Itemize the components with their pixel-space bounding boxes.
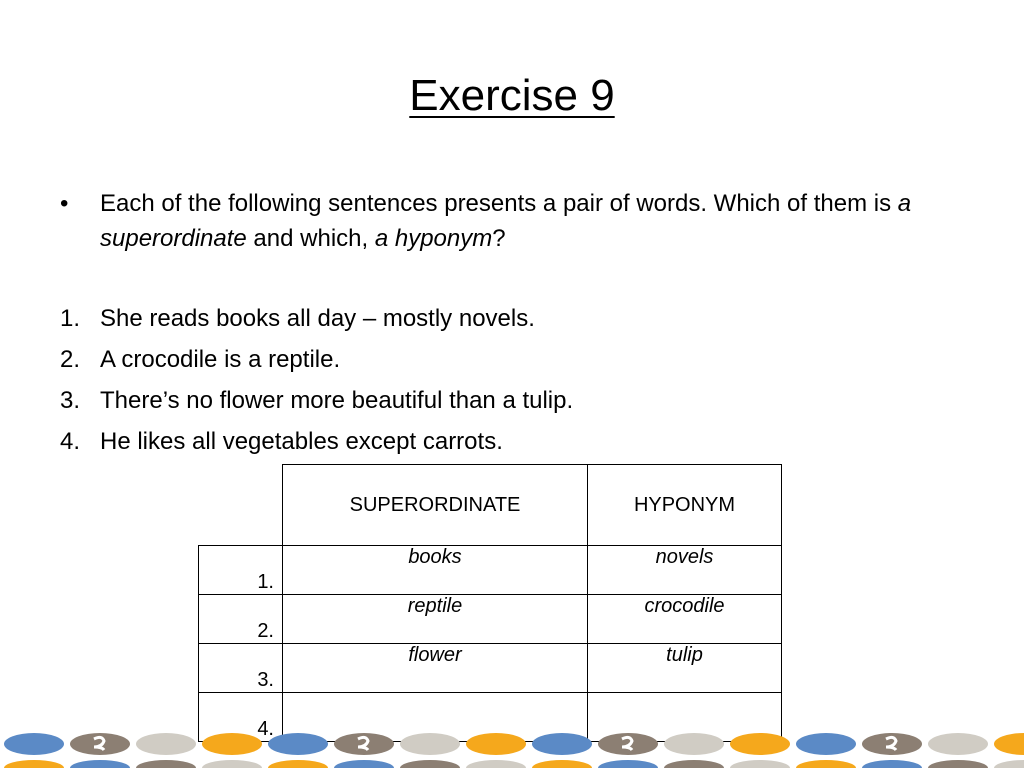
list-item	[60, 383, 980, 424]
footer-oval	[730, 760, 790, 768]
list-item	[60, 342, 980, 383]
bullet-dot: •	[60, 190, 69, 217]
footer-oval	[70, 760, 130, 768]
intro-text-part2: and which,	[246, 225, 375, 252]
sentence-list	[60, 301, 980, 465]
answer-table	[198, 464, 782, 742]
footer-oval	[664, 733, 724, 755]
footer-oval	[202, 733, 262, 755]
decorative-footer-ovals	[0, 728, 1024, 768]
footer-oval	[4, 733, 64, 755]
table-row	[199, 546, 782, 595]
footer-oval	[664, 760, 724, 768]
table-header-row	[199, 465, 782, 546]
list-item-text: She reads books all day – mostly novels.	[100, 305, 535, 332]
intro-text-part1: Each of the following sentences presents a pair of words. Which of them is	[100, 190, 898, 217]
footer-oval	[400, 733, 460, 755]
footer-oval	[994, 733, 1024, 755]
footer-oval	[268, 733, 328, 755]
column-header-superordinate: SUPERORDINATE	[283, 465, 588, 546]
footer-oval	[400, 760, 460, 768]
footer-oval	[202, 760, 262, 768]
list-item-number: 1.	[60, 305, 81, 332]
slide-title: Exercise 9	[409, 71, 615, 120]
footer-oval	[928, 760, 988, 768]
row-number: 3.	[199, 644, 283, 693]
row-number: 2.	[199, 595, 283, 644]
list-item-number: 2.	[60, 346, 81, 373]
cell-hyponym: novels	[588, 546, 782, 595]
list-item-number: 3.	[60, 387, 81, 414]
footer-oval	[730, 733, 790, 755]
cell-superordinate: flower	[283, 644, 588, 693]
footer-oval	[994, 760, 1024, 768]
list-item-text: He likes all vegetables except carrots.	[100, 428, 503, 455]
footer-oval	[466, 733, 526, 755]
footer-oval	[466, 760, 526, 768]
slide-body	[60, 186, 980, 465]
footer-oval	[796, 760, 856, 768]
list-item	[60, 424, 980, 465]
list-item-number: 4.	[60, 428, 81, 455]
list-item-text: There’s no flower more beautiful than a tulip.	[100, 387, 574, 414]
row-number: 4.	[199, 693, 283, 742]
intro-term-hyponym: a hyponym	[374, 225, 493, 252]
row-number: 1.	[199, 546, 283, 595]
list-item	[60, 301, 980, 342]
footer-oval	[334, 760, 394, 768]
cell-hyponym: crocodile	[588, 595, 782, 644]
footer-oval	[532, 760, 592, 768]
cell-hyponym: tulip	[588, 644, 782, 693]
intro-term-superordinate: a superordinate	[100, 190, 912, 252]
list-item-text: A crocodile is a reptile.	[100, 346, 341, 373]
cell-superordinate: reptile	[283, 595, 588, 644]
footer-oval	[862, 760, 922, 768]
footer-oval	[796, 733, 856, 755]
footer-oval	[136, 733, 196, 755]
table-row	[199, 595, 782, 644]
table-row	[199, 644, 782, 693]
footer-oval	[598, 760, 658, 768]
footer-oval	[532, 733, 592, 755]
intro-text-part3: ?	[492, 225, 506, 252]
footer-oval	[268, 760, 328, 768]
intro-bullet	[60, 186, 980, 256]
cell-superordinate: books	[283, 546, 588, 595]
footer-oval	[4, 760, 64, 768]
table-corner-cell	[199, 465, 283, 546]
footer-oval	[928, 733, 988, 755]
column-header-hyponym: HYPONYM	[588, 465, 782, 546]
footer-oval	[136, 760, 196, 768]
